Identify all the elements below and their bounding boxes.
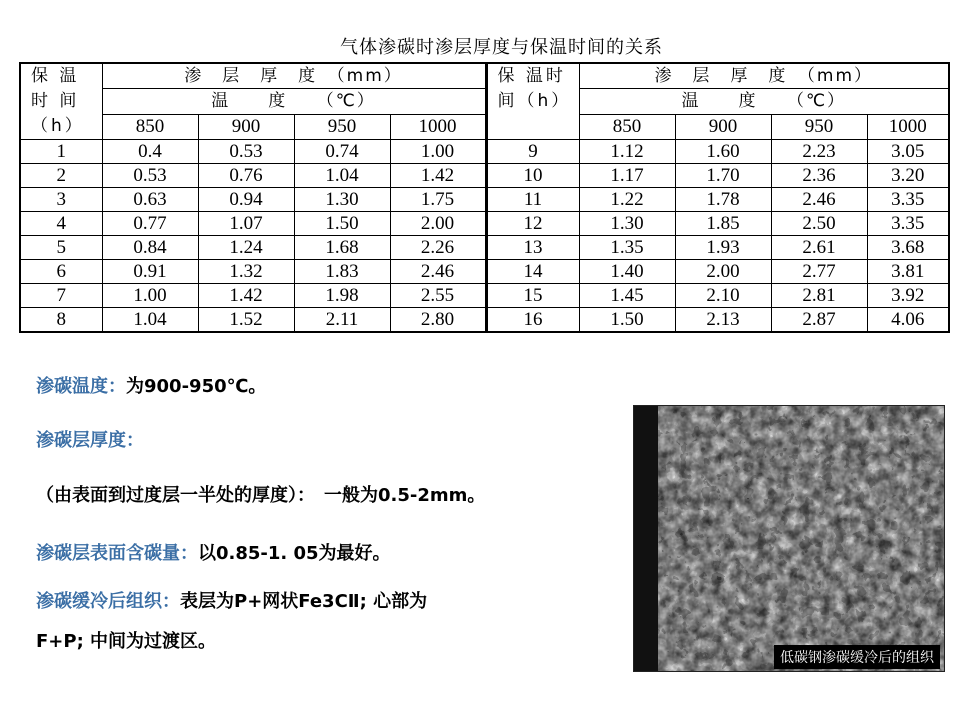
depth-cell: 3.20 [867,164,949,188]
depth-cell: 3.68 [867,236,949,260]
time-cell: 11 [486,188,579,212]
carbon-note-label: 渗碳层表面含碳量： [36,543,198,564]
table-row [20,164,949,188]
depth-cell: 1.12 [579,140,675,164]
depth-cell: 1.98 [294,284,390,308]
table-row [20,188,949,212]
time-header-line: （h） [31,116,85,136]
time-header-line: 间（h） [497,91,572,111]
carbon-note-value: 以0.85-1. 05为最好。 [198,543,391,564]
depth-cell: 2.13 [675,308,771,333]
depth-cell: 4.06 [867,308,949,333]
depth-cell: 1.42 [390,164,486,188]
depth-cell: 2.55 [390,284,486,308]
depth-header-right: 渗 层 厚 度 （mm） [579,63,949,89]
depth-cell: 0.4 [102,140,198,164]
time-cell: 10 [486,164,579,188]
temp-col-header: 1000 [867,114,949,139]
temp-col-header: 850 [579,114,675,139]
time-cell: 3 [20,188,102,212]
depth-cell: 1.70 [675,164,771,188]
table-row [20,212,949,236]
depth-cell: 2.46 [771,188,867,212]
depth-cell: 0.76 [198,164,294,188]
depth-cell: 1.30 [294,188,390,212]
temp-col-header: 950 [771,114,867,139]
depth-cell: 1.04 [102,308,198,333]
time-cell: 14 [486,260,579,284]
depth-cell: 2.50 [771,212,867,236]
depth-cell: 3.81 [867,260,949,284]
depth-cell: 2.00 [675,260,771,284]
depth-note-text: （由表面到过度层一半处的厚度）： 一般为0.5-2mm。 [36,485,486,506]
table-row [20,284,949,308]
depth-cell: 1.78 [675,188,771,212]
table-row [20,260,949,284]
time-cell: 13 [486,236,579,260]
depth-cell: 1.24 [198,236,294,260]
time-cell: 5 [20,236,102,260]
time-header-line: 保 温 [31,66,80,86]
temp-header-left: 温 度 （℃） [102,89,486,114]
depth-cell: 0.53 [198,140,294,164]
depth-cell: 0.74 [294,140,390,164]
temp-col-header: 1000 [390,114,486,139]
temp-col-header: 900 [198,114,294,139]
depth-cell: 1.07 [198,212,294,236]
depth-note-label: 渗碳层厚度： [36,430,144,451]
depth-cell: 0.94 [198,188,294,212]
depth-cell: 1.50 [579,308,675,333]
depth-cell: 1.52 [198,308,294,333]
depth-cell: 0.91 [102,260,198,284]
depth-cell: 2.81 [771,284,867,308]
depth-cell: 2.77 [771,260,867,284]
depth-cell: 1.68 [294,236,390,260]
depth-cell: 3.05 [867,140,949,164]
depth-cell: 1.85 [675,212,771,236]
depth-cell: 0.77 [102,212,198,236]
depth-cell: 2.80 [390,308,486,333]
depth-cell: 0.84 [102,236,198,260]
depth-cell: 2.23 [771,140,867,164]
time-cell: 2 [20,164,102,188]
depth-cell: 2.00 [390,212,486,236]
depth-cell: 2.26 [390,236,486,260]
temp-col-header: 950 [294,114,390,139]
structure-note-cont: F+P; 中间为过渡区。 [36,631,217,652]
time-cell: 15 [486,284,579,308]
depth-cell: 1.93 [675,236,771,260]
depth-cell: 1.42 [198,284,294,308]
time-cell: 4 [20,212,102,236]
depth-cell: 1.35 [579,236,675,260]
depth-cell: 1.40 [579,260,675,284]
depth-cell: 2.36 [771,164,867,188]
depth-cell: 1.30 [579,212,675,236]
temp-note-value: 为900-950℃。 [126,376,267,397]
time-header-line: 时 间 [31,91,80,111]
depth-cell: 3.35 [867,188,949,212]
structure-note-value: 表层为P+网状Fe3CⅡ; 心部为 [180,591,428,612]
temp-header-right: 温 度 （℃） [579,89,949,114]
temp-col-header: 900 [675,114,771,139]
depth-cell: 1.22 [579,188,675,212]
depth-cell: 2.87 [771,308,867,333]
depth-cell: 1.17 [579,164,675,188]
header-row-1 [20,63,949,89]
time-header-right [486,63,579,140]
depth-cell: 1.60 [675,140,771,164]
time-cell: 16 [486,308,579,333]
header-row-2 [20,89,949,114]
time-cell: 12 [486,212,579,236]
time-cell: 9 [486,140,579,164]
depth-cell: 2.10 [675,284,771,308]
depth-cell: 1.00 [390,140,486,164]
depth-cell: 1.45 [579,284,675,308]
table-row [20,236,949,260]
depth-cell: 2.61 [771,236,867,260]
header-row-3 [20,114,949,139]
carbon-note [36,539,391,565]
microstructure-photo [633,405,945,672]
time-cell: 7 [20,284,102,308]
time-header-left [20,63,102,140]
depth-cell: 3.92 [867,284,949,308]
depth-cell: 2.46 [390,260,486,284]
depth-cell: 1.04 [294,164,390,188]
depth-cell: 1.75 [390,188,486,212]
temp-note [36,372,266,398]
depth-cell: 0.53 [102,164,198,188]
structure-note [36,587,427,613]
time-cell: 8 [20,308,102,333]
table-row [20,308,949,333]
structure-note-label: 渗碳缓冷后组织： [36,591,180,612]
time-cell: 6 [20,260,102,284]
depth-cell: 1.32 [198,260,294,284]
microstructure-image [634,406,944,671]
depth-header-left: 渗 层 厚 度 （mm） [102,63,486,89]
table-title: 气体渗碳时渗层厚度与保温时间的关系 [340,37,663,58]
time-header-line: 保 温时 [497,66,566,86]
depth-cell: 2.11 [294,308,390,333]
depth-cell: 1.00 [102,284,198,308]
time-cell: 1 [20,140,102,164]
surface-edge [634,406,658,671]
table-row [20,140,949,164]
depth-cell: 1.83 [294,260,390,284]
depth-cell: 0.63 [102,188,198,212]
photo-caption: 低碳钢渗碳缓冷后的组织 [774,645,940,669]
temp-col-header: 850 [102,114,198,139]
depth-cell: 1.50 [294,212,390,236]
depth-table [19,62,950,333]
depth-cell: 3.35 [867,212,949,236]
temp-note-label: 渗碳温度： [36,376,126,397]
